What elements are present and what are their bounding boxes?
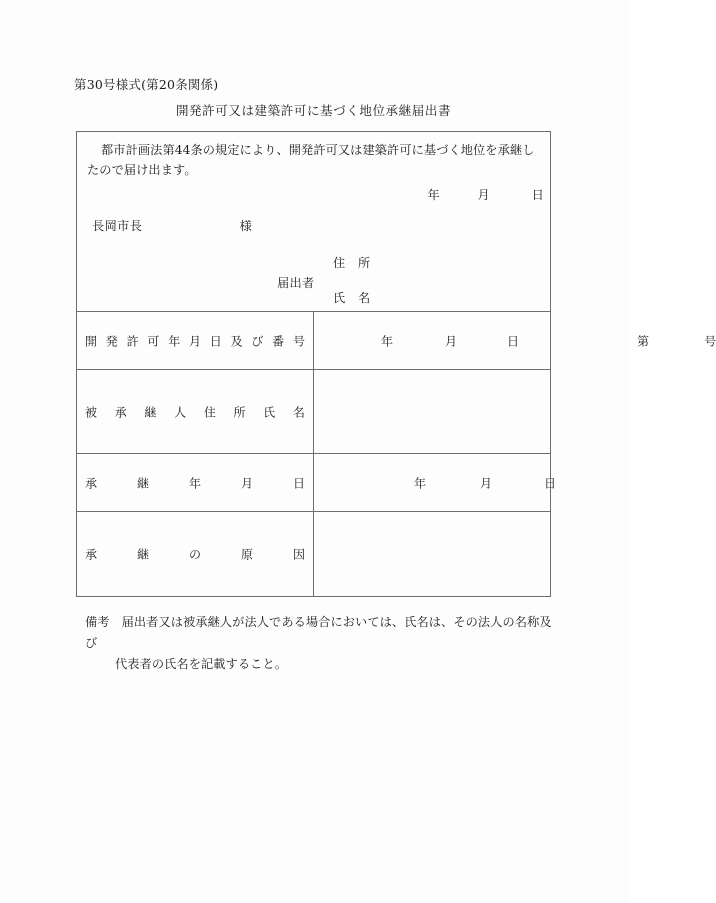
remarks-block [85,612,555,675]
submitter-name-label: 氏 名 [333,291,371,305]
succession-date-value-cell[interactable] [314,454,557,512]
date-month-label: 月 [477,188,490,202]
label-char: 所 [233,405,246,419]
label-char: 開 [85,334,98,348]
addressee-honorific: 様 [239,219,253,233]
label-char: 継 [144,405,157,419]
predecessor-value-cell[interactable] [314,370,551,454]
permit-number-suffix: 号 [704,334,716,348]
label-char: 名 [292,405,305,419]
submission-date-line [427,186,544,203]
intro-row [77,132,551,312]
addressee-name: 長岡市長 [92,219,143,233]
permit-year-label: 年 [381,334,394,348]
permit-date-value-cell[interactable] [314,312,716,370]
remarks-label: 備考 [85,615,110,629]
label-char: 承 [85,547,98,562]
label-char: 年 [168,334,181,348]
label-char: 年 [188,476,201,490]
remarks-text-1: 届出者又は被承継人が法人である場合においては、氏名は、その法人の名称及び [85,615,552,650]
label-char: 月 [188,334,201,348]
submitter-label: 届出者 [277,276,315,290]
table-row [77,370,551,454]
intro-body-text: 都市計画法第44条の規定により、開発許可又は建築許可に基づく地位を承継したので届け出ます。 [87,143,535,177]
succession-date-fields [314,474,556,491]
table-row [77,512,551,597]
table-row [77,312,551,370]
page-title: 開発許可又は建築許可に基づく地位承継届出書 [175,103,452,118]
addressee-line [92,217,252,234]
label-char: 人 [174,405,187,419]
label-char: 承 [114,405,127,419]
label-char: 号 [292,334,305,348]
predecessor-label-cell [77,370,314,454]
label-char: 氏 [263,405,276,419]
succession-reason-label [85,546,305,563]
label-char: び [251,334,264,348]
label-char: 原 [240,547,253,562]
submitter-address-label: 住 所 [333,256,371,270]
permit-month-label: 月 [445,334,458,348]
label-char: 許 [126,334,139,348]
predecessor-label [85,403,305,420]
label-char: 因 [292,547,305,562]
label-char: 可 [147,334,160,348]
label-char: 継 [136,476,149,490]
table-row [77,454,551,512]
label-char: 日 [209,334,222,348]
label-char: 日 [292,476,305,490]
label-char: 月 [240,476,253,490]
application-form-table [76,131,716,597]
label-char: 発 [105,334,118,348]
permit-date-label [85,332,305,349]
label-char: 住 [203,405,216,419]
date-day-label: 日 [531,188,544,202]
succession-reason-label-cell [77,512,314,597]
succession-year-label: 年 [414,476,427,490]
permit-date-fields [314,332,716,349]
label-char: 継 [136,547,149,562]
succession-day-label: 日 [544,476,557,490]
succession-date-label [85,474,305,491]
label-char: 被 [85,405,98,419]
permit-day-label: 日 [507,334,520,348]
succession-date-label-cell [77,454,314,512]
permit-number-prefix: 第 [637,334,650,348]
remarks-line-2: 代表者の氏名を記載すること。 [115,656,288,671]
date-year-label: 年 [427,188,440,202]
form-number: 第30号様式(第20条関係) [74,77,219,92]
succession-month-label: 月 [480,476,493,490]
label-char: 承 [85,476,98,490]
permit-date-label-cell [77,312,314,370]
intro-cell [77,132,551,312]
label-char: 及 [230,334,243,348]
remarks-line-1 [85,612,555,654]
label-char: の [188,547,201,562]
label-char: 番 [272,334,285,348]
succession-reason-value-cell[interactable] [314,512,551,597]
